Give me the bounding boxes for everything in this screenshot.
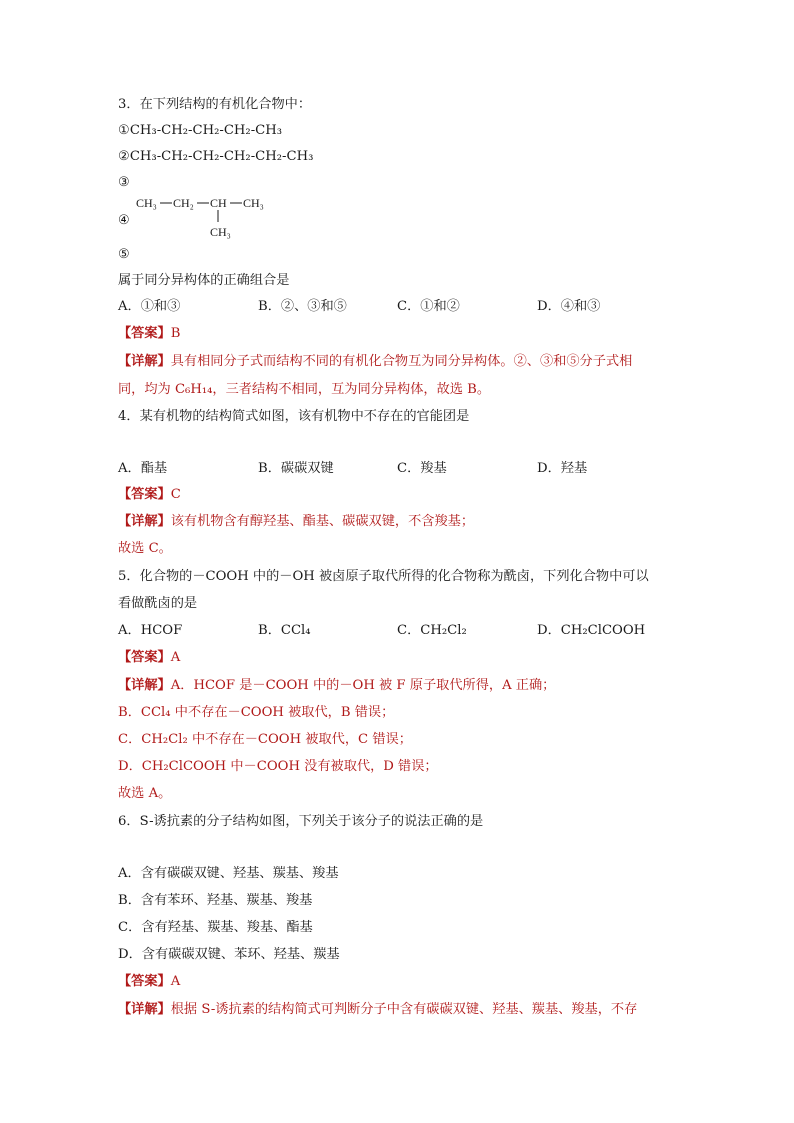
q6-option-a: A．含有碳碳双键、羟基、羰基、羧基	[118, 866, 339, 881]
struct-ch2: CH₂	[173, 196, 194, 210]
explain-label: 【详解】	[118, 678, 171, 693]
struct-ch3-right: CH₃	[243, 196, 264, 210]
q3-option-c: C．①和②	[397, 299, 460, 314]
q5-explanation-5: 故选 A。	[118, 786, 172, 801]
q5-stem-2: 看做酰卤的是	[118, 596, 198, 611]
answer-label: 【答案】	[118, 974, 171, 989]
q5-option-c: C．CH₂Cl₂	[397, 623, 467, 638]
q5-option-b: B．CCl₄	[258, 623, 311, 638]
answer-value: B	[170, 326, 181, 341]
explain-label: 【详解】	[118, 514, 171, 529]
q5-stem-1: 5．化合物的－COOH 中的－OH 被卤原子取代所得的化合物称为酰卤，下列化合物中可以	[118, 569, 649, 584]
q3-item-3: ③	[118, 175, 130, 190]
q5-explanation-4: D．CH₂ClCOOH 中－COOH 没有被取代，D 错误；	[118, 759, 438, 774]
q3-item-2: ②CH₃-CH₂-CH₂-CH₂-CH₂-CH₃	[118, 149, 314, 164]
q4-option-a: A．酯基	[118, 461, 168, 476]
q5-explanation-1: 【详解】A．HCOF 是－COOH 中的－OH 被 F 原子取代所得，A 正确；	[118, 678, 556, 693]
explain-label: 【详解】	[118, 354, 171, 369]
answer-value: C	[170, 487, 181, 502]
answer-label: 【答案】	[118, 487, 171, 502]
q6-explanation-1: 【详解】根据 S-诱抗素的结构简式可判断分子中含有碳碳双键、羟基、羰基、羧基，不存	[118, 1002, 638, 1017]
q4-option-d: D．羟基	[537, 461, 588, 476]
struct-ch: CH	[210, 196, 227, 210]
q6-option-c: C．含有羟基、羰基、羧基、酯基	[118, 920, 313, 935]
q3-answer	[118, 325, 180, 343]
answer-value: A	[170, 974, 181, 989]
q3-option-b: B．②、③和⑤	[258, 299, 347, 314]
q4-option-c: C．羧基	[397, 461, 447, 476]
struct-ch3-left: CH₃	[136, 196, 157, 210]
answer-value: A	[170, 650, 181, 665]
q3-item-1: ①CH₃-CH₂-CH₂-CH₂-CH₃	[118, 123, 283, 138]
q3-item-4: ④	[118, 213, 130, 228]
explain-label: 【详解】	[118, 1002, 171, 1017]
q6-option-d: D．含有碳碳双键、苯环、羟基、羰基	[118, 947, 340, 962]
q3-item-5: ⑤	[118, 247, 130, 262]
q3-option-a: A．①和③	[118, 299, 181, 314]
q5-explanation-3: C．CH₂Cl₂ 中不存在－COOH 被取代，C 错误；	[118, 732, 412, 747]
q3-prompt: 属于同分异构体的正确组合是	[118, 273, 290, 288]
answer-label: 【答案】	[118, 650, 171, 665]
q5-option-a: A．HCOF	[118, 623, 183, 638]
q6-stem: 6．S-诱抗素的分子结构如图，下列关于该分子的说法正确的是	[118, 814, 484, 829]
q4-answer	[118, 486, 181, 504]
answer-label: 【答案】	[118, 326, 171, 341]
q3-explanation-1: 【详解】具有相同分子式而结构不同的有机化合物互为同分异构体。②、③和⑤分子式相	[118, 354, 633, 369]
q5-explanation-2: B．CCl₄ 中不存在－COOH 被取代，B 错误；	[118, 705, 395, 720]
q4-option-b: B．碳碳双键	[258, 461, 334, 476]
struct-ch3-branch: CH₃	[210, 225, 231, 239]
q4-explanation-2: 故选 C。	[118, 541, 172, 556]
q5-answer	[118, 649, 180, 667]
q4-explanation-1: 【详解】该有机物含有醇羟基、酯基、碳碳双键，不含羧基；	[118, 514, 475, 529]
q4-stem: 4．某有机物的结构简式如图，该有机物中不存在的官能团是	[118, 409, 470, 424]
q6-answer	[118, 973, 180, 991]
q6-option-b: B．含有苯环、羟基、羰基、羧基	[118, 893, 313, 908]
q3-explanation-2: 同，均为 C₆H₁₄，三者结构不相同，互为同分异构体，故选 B。	[118, 382, 491, 397]
q3-option-d: D．④和③	[537, 299, 601, 314]
q3-structure-formula	[136, 190, 276, 242]
q5-option-d: D．CH₂ClCOOH	[537, 623, 646, 638]
q3-stem: 3．在下列结构的有机化合物中：	[118, 97, 312, 112]
